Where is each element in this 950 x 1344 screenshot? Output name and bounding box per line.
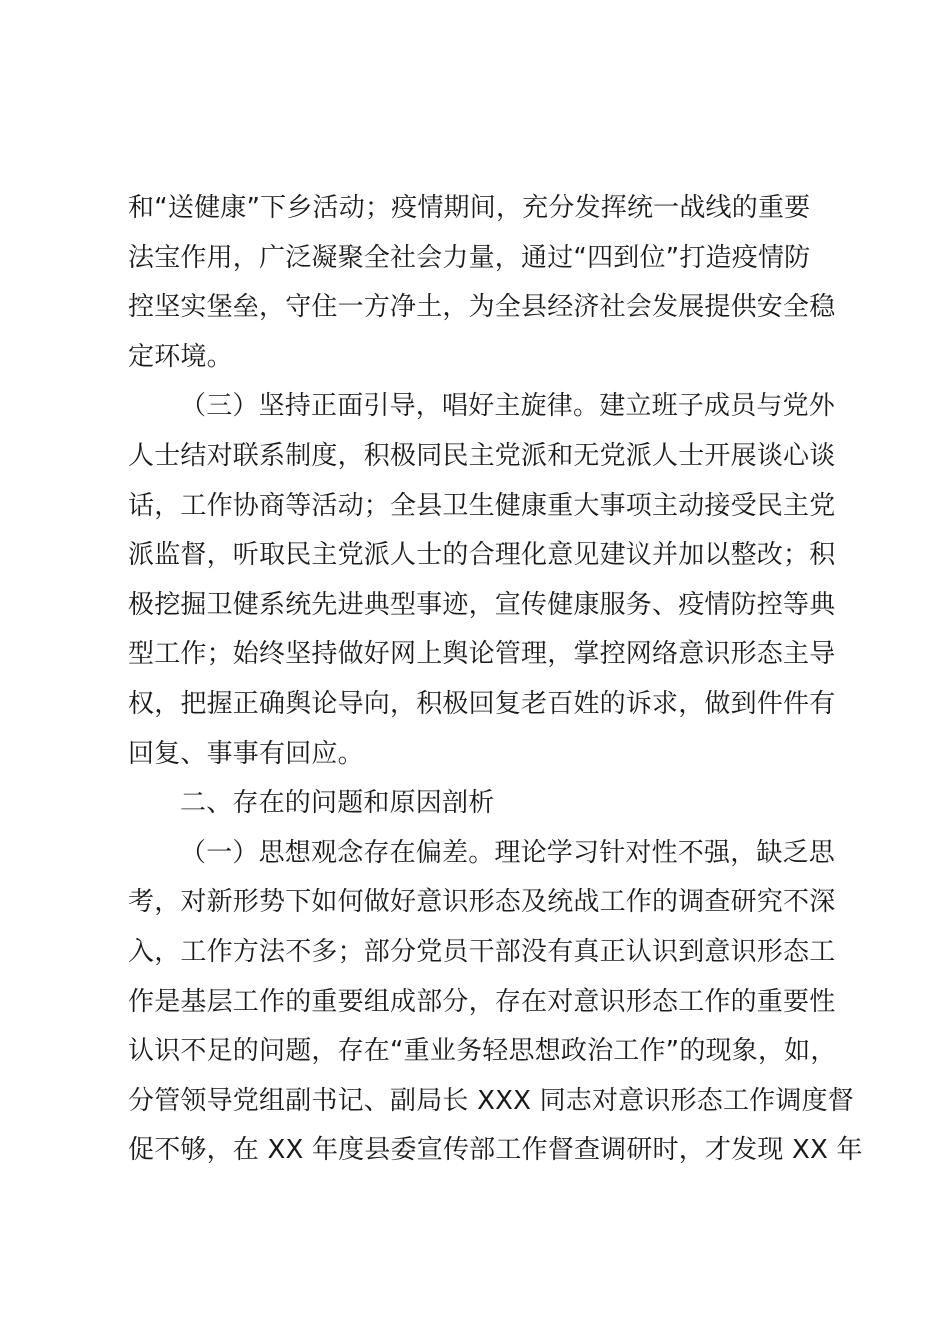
section-heading-line: （一）思想观念存在偏差。理论学习针对性不强，缺乏思: [180, 837, 836, 868]
text-line: 型工作；始终坚持做好网上舆论管理，掌控网络意识形态主导: [128, 639, 836, 670]
text-line: 入，工作方法不多；部分党员干部没有真正认识到意识形态工: [128, 936, 836, 967]
text-line: 作是基层工作的重要组成部分，存在对意识形态工作的重要性: [128, 986, 836, 1017]
text-line: 人士结对联系制度，积极同民主党派和无党派人士开展谈心谈: [128, 440, 836, 471]
section-heading-line: （三）坚持正面引导，唱好主旋律。建立班子成员与党外: [180, 391, 836, 422]
chapter-heading-line: 二、存在的问题和原因剖析: [180, 788, 495, 819]
text-line: 定环境。: [128, 341, 233, 372]
document-body: [128, 184, 863, 1176]
text-line: 分管领导党组副书记、副局长 XXX 同志对意识形态工作调度督: [128, 1085, 854, 1116]
text-line: 认识不足的问题，存在“重业务轻思想政治工作”的现象，如，: [128, 1036, 837, 1067]
text-line: 极挖掘卫健系统先进典型事迹，宣传健康服务、疫情防控等典: [128, 589, 836, 620]
text-line: 促不够，在 XX 年度县委宣传部工作督查调研时，才发现 XX 年: [128, 1135, 863, 1166]
text-line: 考，对新形势下如何做好意识形态及统战工作的调查研究不深: [128, 887, 836, 918]
text-line: 话，工作协商等活动；全县卫生健康重大事项主动接受民主党: [128, 490, 836, 521]
text-line: 权，把握正确舆论导向，积极回复老百姓的诉求，做到件件有: [128, 688, 836, 719]
text-line: 和“送健康”下乡活动；疫情期间，充分发挥统一战线的重要: [128, 193, 811, 223]
text-line: 派监督，听取民主党派人士的合理化意见建议并加以整改；积: [128, 540, 836, 571]
text-line: 法宝作用，广泛凝聚全社会力量，通过“四到位”打造疫情防: [128, 242, 811, 273]
text-line: 控坚实堡垒，守住一方净土，为全县经济社会发展提供安全稳: [128, 292, 836, 323]
text-line: 回复、事事有回应。: [128, 738, 364, 769]
